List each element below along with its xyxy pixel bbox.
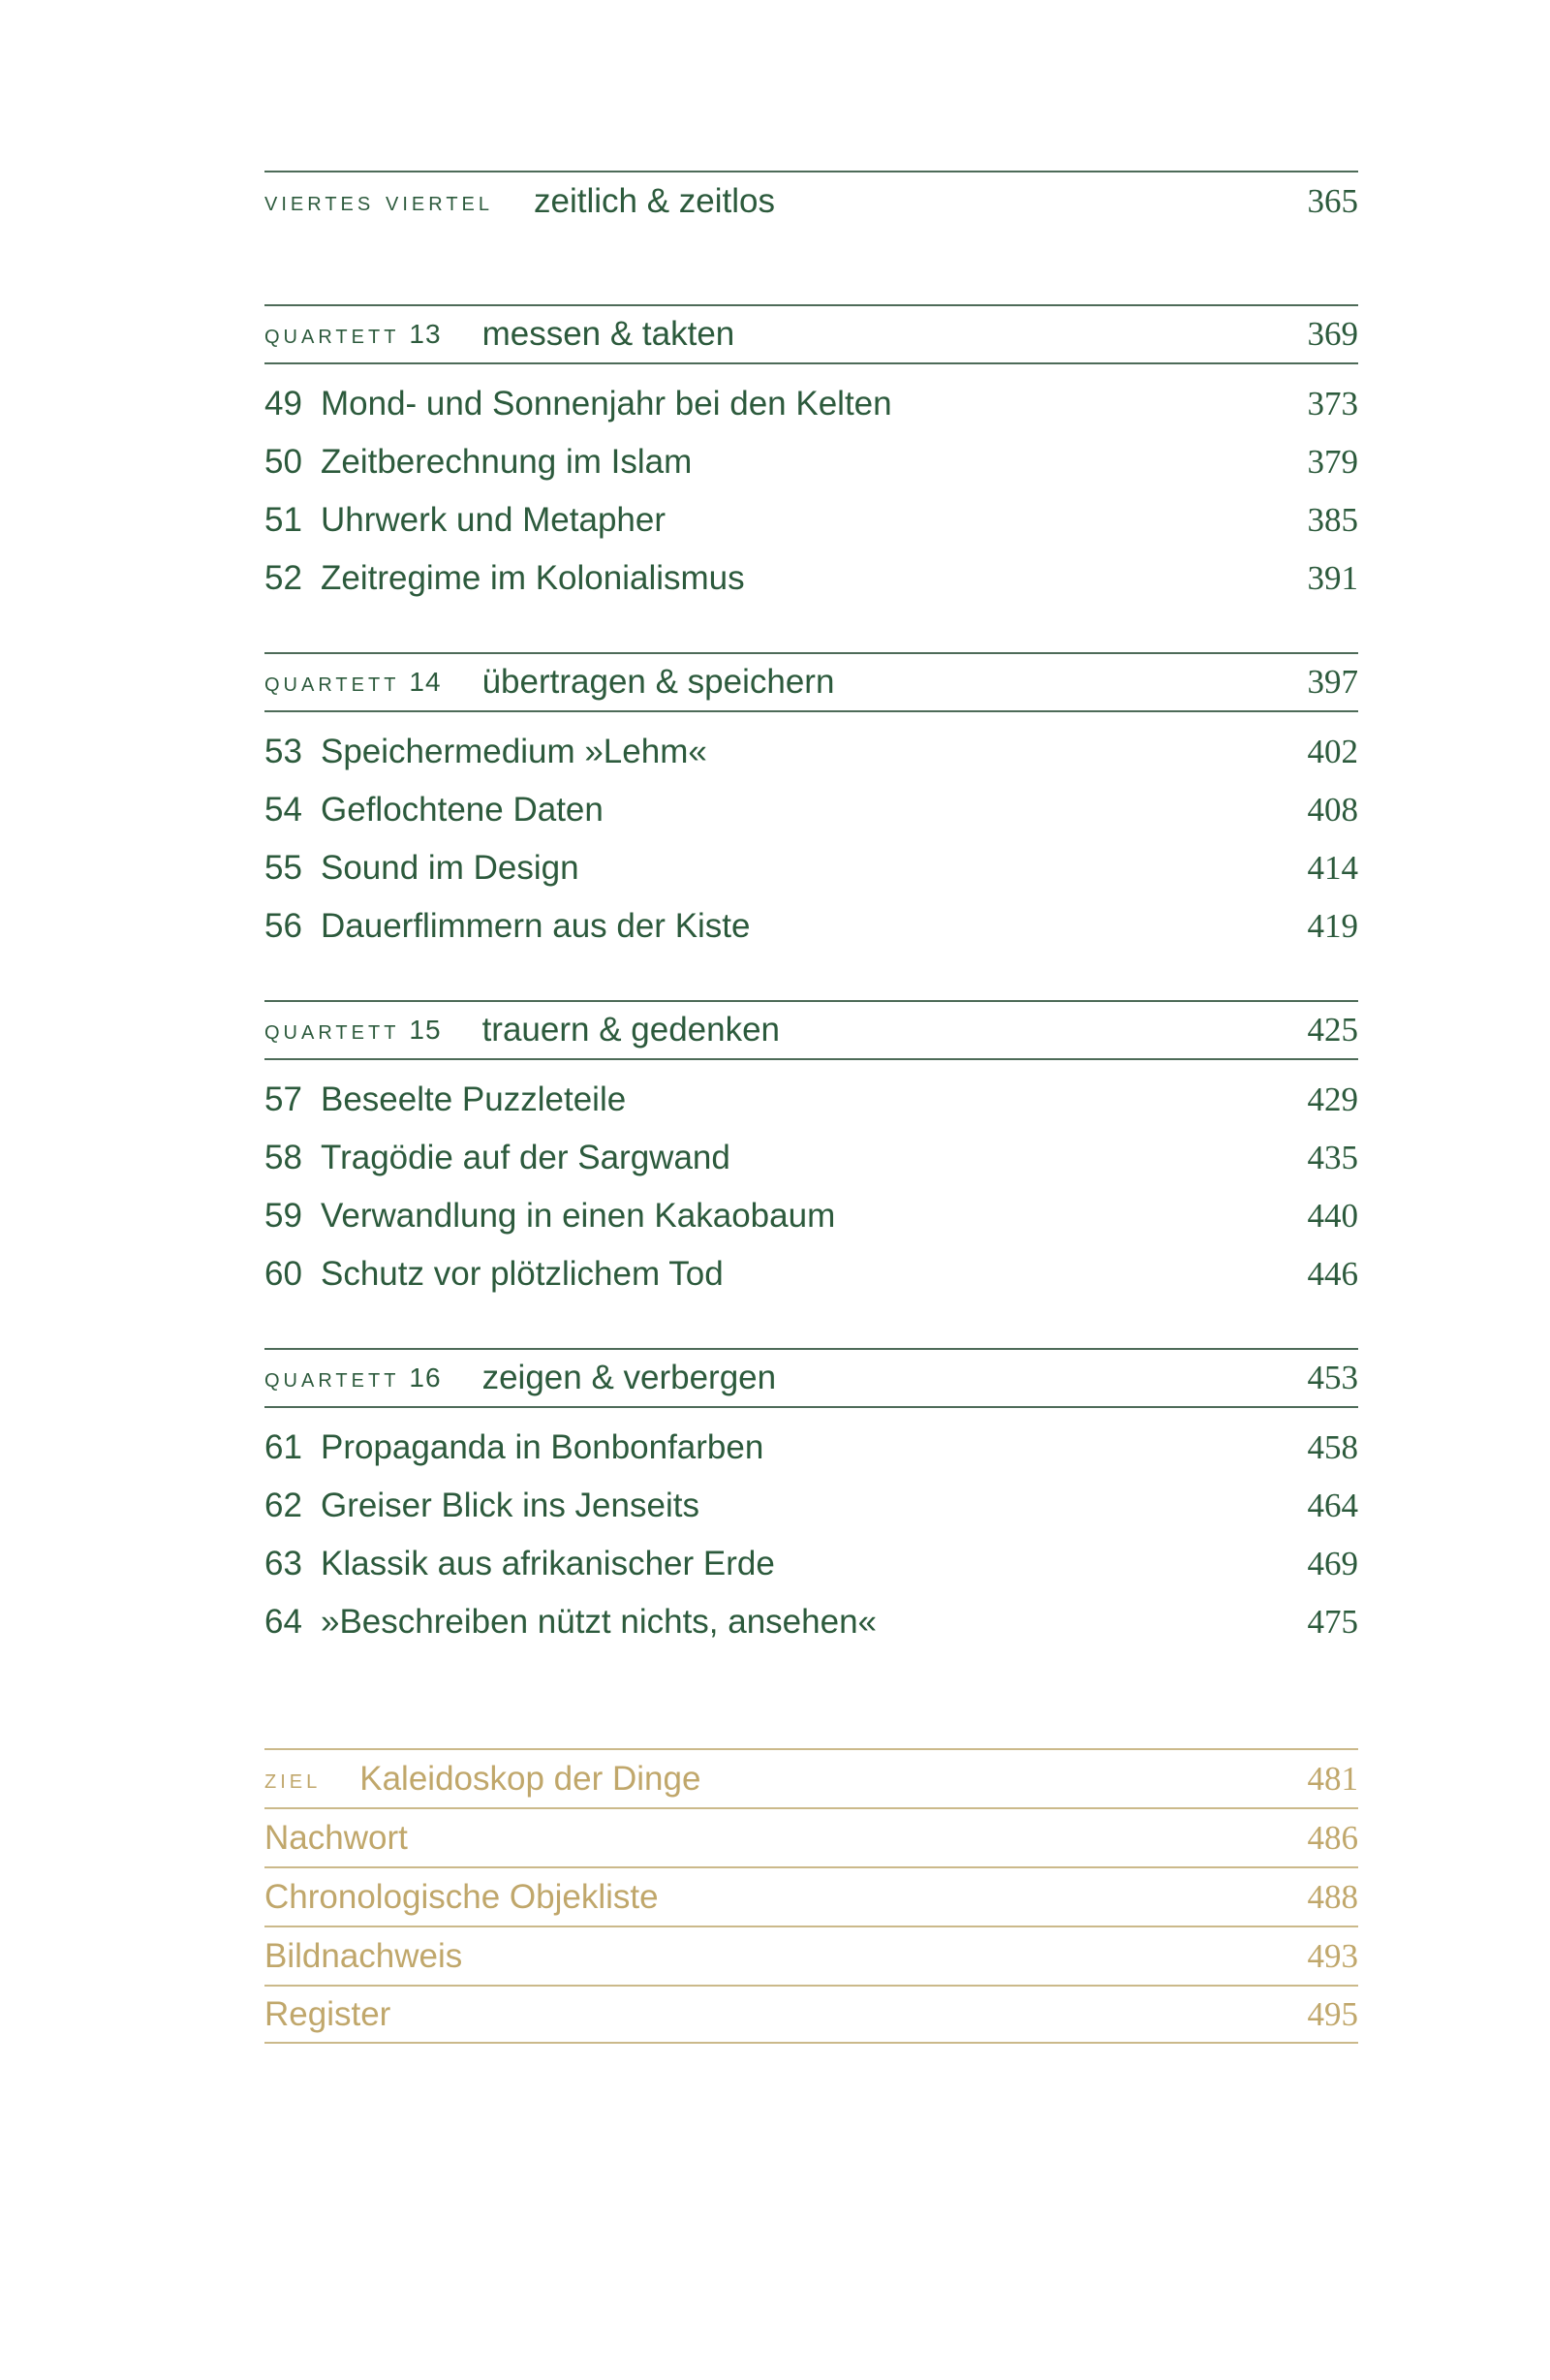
quartet-heading (264, 1000, 1358, 1060)
toc-entry: 50 Zeitberechnung im Islam 379 (264, 443, 1358, 481)
quartet-label: quartett 13 (264, 319, 442, 349)
toc-entry: 51 Uhrwerk und Metapher 385 (264, 501, 1358, 539)
backmatter-item: Bildnachweis 493 (264, 1926, 1358, 1985)
quartet-heading (264, 304, 1358, 364)
quartet-page: 397 (1307, 663, 1358, 701)
backmatter-item: Chronologische Objekliste 488 (264, 1866, 1358, 1926)
toc-entry: 58 Tragödie auf der Sargwand 435 (264, 1139, 1358, 1176)
quartet-page: 369 (1307, 315, 1358, 353)
toc-entry: 55 Sound im Design 414 (264, 849, 1358, 887)
backmatter-item: Register 495 (264, 1985, 1358, 2044)
toc-entry: 52 Zeitregime im Kolonialismus 391 (264, 559, 1358, 597)
toc-entry: 57 Beseelte Puzzleteile 429 (264, 1080, 1358, 1118)
backmatter-item: Nachwort 486 (264, 1807, 1358, 1866)
quartet-title: trauern & gedenken (481, 1011, 781, 1049)
toc-entry: 61 Propaganda in Bonbonfarben 458 (264, 1428, 1358, 1466)
toc-entry: 53 Speichermedium »Lehm« 402 (264, 733, 1358, 770)
quartet-label: quartett 16 (264, 1362, 442, 1393)
quartet-page: 453 (1307, 1359, 1358, 1396)
quartet-heading (264, 1348, 1358, 1408)
quartet-heading (264, 652, 1358, 712)
toc-entry: 62 Greiser Blick ins Jenseits 464 (264, 1487, 1358, 1524)
quartet-label: quartett 14 (264, 667, 442, 697)
toc-entry: 64 »Beschreiben nützt nichts, ansehen« 475 (264, 1603, 1358, 1641)
toc-entry: 56 Dauerflimmern aus der Kiste 419 (264, 907, 1358, 945)
part-label: viertes viertel (264, 186, 493, 216)
quartet-title: übertragen & speichern (481, 663, 835, 701)
part-page: 365 (1307, 182, 1358, 220)
quartet-title: zeigen & verbergen (481, 1359, 777, 1396)
backmatter-item: ziel Kaleidoskop der Dinge 481 (264, 1748, 1358, 1807)
toc-entry: 63 Klassik aus afrikanischer Erde 469 (264, 1545, 1358, 1582)
toc-entry: 60 Schutz vor plötzlichem Tod 446 (264, 1255, 1358, 1293)
toc-entry: 59 Verwandlung in einen Kakaobaum 440 (264, 1197, 1358, 1235)
quartet-title: messen & takten (481, 315, 735, 353)
toc-entry: 54 Geflochtene Daten 408 (264, 791, 1358, 829)
part-heading (264, 171, 1358, 231)
part-title: zeitlich & zeitlos (534, 182, 775, 220)
toc-entry: 49 Mond- und Sonnenjahr bei den Kelten 373 (264, 385, 1358, 423)
quartet-page: 425 (1307, 1011, 1358, 1049)
quartet-label: quartett 15 (264, 1015, 442, 1045)
